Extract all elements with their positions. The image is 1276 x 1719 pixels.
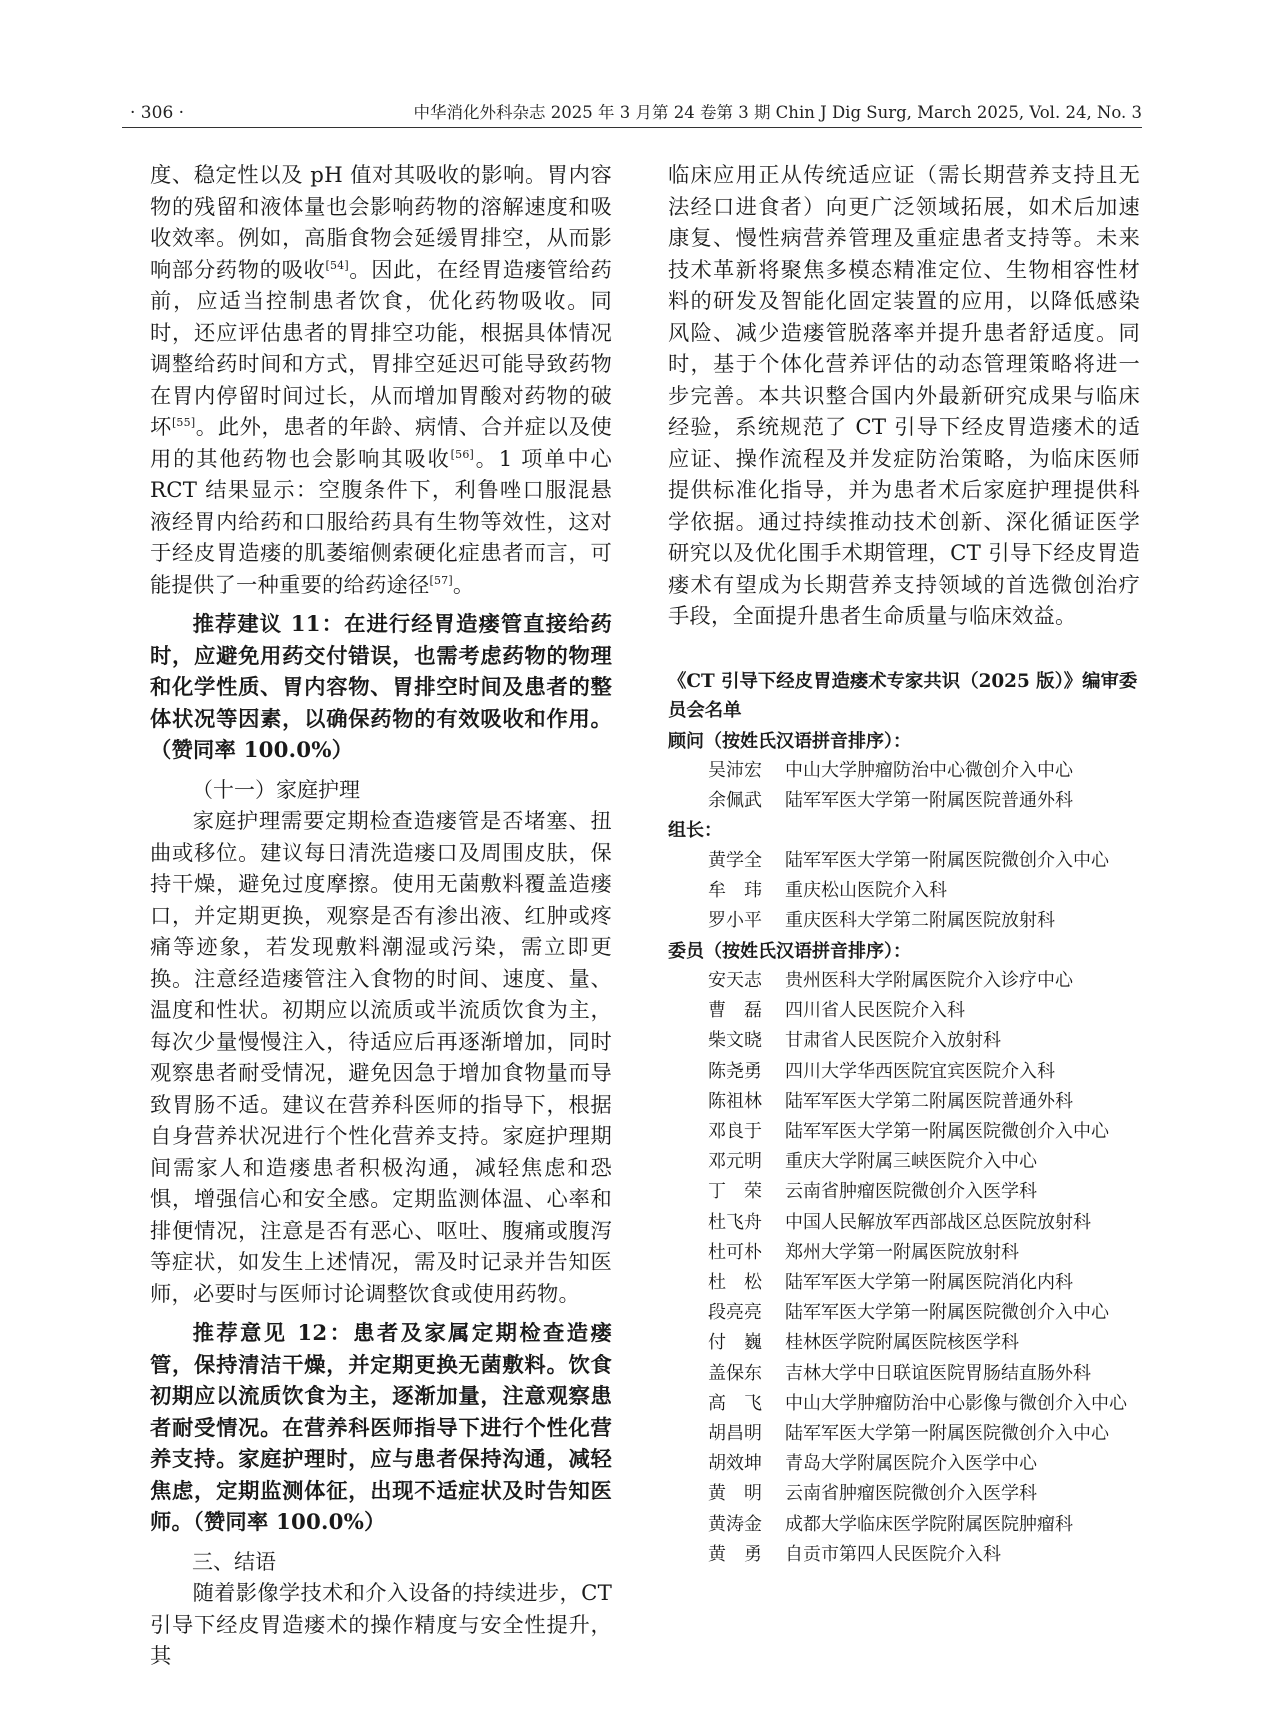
member-name: 丁 荣: [708, 1181, 762, 1203]
member-row: [668, 1238, 1140, 1268]
member-name: 柴文晓: [708, 1030, 762, 1052]
section-heading-conclusion: 三、结语: [192, 1549, 276, 1574]
member-affiliation: 陆军军医大学第一附属医院微创介入中心: [785, 849, 1109, 871]
member-name: 罗小平: [708, 910, 762, 932]
members-label: 委员（按姓氏汉语拼音排序）：: [668, 940, 911, 962]
member-name: 邓元明: [708, 1151, 762, 1173]
leaders-list: [668, 846, 1140, 937]
citation-ref: [55]: [171, 415, 196, 429]
member-name: 胡效坤: [708, 1453, 762, 1475]
member-affiliation: 中国人民解放军西部战区总医院放射科: [785, 1211, 1091, 1233]
left-column: [150, 160, 612, 1673]
member-name: 吴沛宏: [708, 760, 762, 781]
member-affiliation: 陆军军医大学第一附属医院普通外科: [785, 790, 1073, 812]
section-heading-home-care: （十一）家庭护理: [192, 777, 360, 802]
member-name: 杜飞舟: [708, 1211, 762, 1233]
member-affiliation: 重庆松山医院介入科: [785, 880, 947, 902]
running-header: [122, 101, 1142, 128]
member-row: [668, 996, 1140, 1026]
member-affiliation: 甘肃省人民医院介入放射科: [785, 1030, 1001, 1052]
paragraph-text: 度、稳定性以及 pH 值对其吸收的影响。胃内容物的残留和液体量也会影响药物的溶解速度和吸收效率。例如，高脂食物会延缓胃排空，从而影响部分药物的吸收: [150, 163, 612, 283]
member-affiliation: 四川省人民医院介入科: [785, 1000, 965, 1022]
member-name: 高 飞: [708, 1392, 762, 1414]
member-row: [668, 1479, 1140, 1509]
member-row: [668, 1177, 1140, 1207]
member-name: 余佩武: [708, 790, 762, 812]
member-row: [668, 756, 1140, 786]
member-row: [668, 1057, 1140, 1087]
member-affiliation: 青岛大学附属医院介入医学中心: [785, 1453, 1037, 1475]
paragraph-text: 。1 项单中心 RCT 结果显示：空腹条件下，利鲁唑口服混悬液经胃内给药和口服给药具有生物等效性，这对于经皮胃造瘘的肌萎缩侧索硬化症患者而言，可能提供了一种重要的给药途径: [150, 446, 612, 598]
advisors-label: 顾问（按姓氏汉语拼音排序）：: [668, 730, 911, 752]
home-care-paragraph: 家庭护理需要定期检查造瘘管是否堵塞、扭曲或移位。建议每日清洗造瘘口及周围皮肤，保持干燥，避免过度摩擦。使用无菌敷料覆盖造瘘口，并定期更换，观察是否有渗出液、红肿或疼痛等迹象，若发现敷料潮湿或污染，需立即更换。注意经造瘘管注入食物的时间、速度、量、温度和性状。初期应以流质或半流质饮食为主，每次少量慢慢注入，待适应后再逐渐增加，同时观察患者耐受情况，避免因急于增加食物量而导致胃肠不适。建议在营养科医师的指导下，根据自身营养状况进行个性化营养支持。家庭护理期间需家人和造瘘患者积极沟通，减轻焦虑和恐惧，增强信心和安全感。定期监测体温、心率和排便情况，注意是否有恶心、呕吐、腹痛或腹泻等症状，如发生上述情况，需及时记录并告知医师，必要时与医师讨论调整饮食或使用药物。: [150, 809, 612, 1307]
member-row: [668, 1389, 1140, 1419]
paragraph-text: 。此外，患者的年龄、病情、合并症以及使用的其他药物也会影响其吸收: [150, 415, 612, 472]
member-affiliation: 重庆医科大学第二附属医院放射科: [785, 910, 1055, 932]
member-affiliation: 贵州医科大学附属医院介入诊疗中心: [785, 970, 1073, 992]
member-row: [668, 906, 1140, 936]
member-row: [668, 846, 1140, 876]
member-affiliation: 中山大学肿瘤防治中心微创介入中心: [785, 760, 1073, 781]
member-name: 付 巍: [708, 1332, 762, 1354]
member-row: [668, 1510, 1140, 1540]
journal-citation: 中华消化外科杂志 2025 年 3 月第 24 卷第 3 期 Chin J Dig Surg, March 2025, Vol. 24, No. 3: [413, 103, 1142, 122]
member-affiliation: 吉林大学中日联谊医院胃肠结直肠外科: [785, 1362, 1091, 1384]
member-name: 陈尧勇: [708, 1060, 762, 1082]
member-row: [668, 1298, 1140, 1328]
member-affiliation: 重庆大学附属三峡医院介入中心: [785, 1151, 1037, 1173]
member-affiliation: 中山大学肿瘤防治中心影像与微创介入中心: [785, 1392, 1127, 1414]
member-name: 杜可朴: [708, 1241, 762, 1263]
member-row: [668, 1328, 1140, 1358]
member-name: 邓良于: [708, 1121, 762, 1143]
member-name: 黄涛金: [708, 1513, 762, 1535]
member-row: [668, 1540, 1140, 1570]
member-row: [668, 1087, 1140, 1117]
conclusion-paragraph-continued: 临床应用正从传统适应证（需长期营养支持且无法经口进食者）向更广泛领域拓展，如术后加速康复、慢性病营养管理及重症患者支持等。未来技术革新将聚焦多模态精准定位、生物相容性材料的研发及智能化固定装置的应用，以降低感染风险、减少造瘘管脱落率并提升患者舒适度。同时，基于个体化营养评估的动态管理策略将进一步完善。本共识整合国内外最新研究成果与临床经验，系统规范了 CT 引导下经皮胃造瘘术的适应证、操作流程及并发症防治策略，为临床医师提供标准化指导，并为患者术后家庭护理提供科学依据。通过持续推动技术创新、深化循证医学研究以及优化围手术期管理，CT 引导下经皮胃造瘘术有望成为长期营养支持领域的首选微创治疗手段，全面提升患者生命质量与临床效益。: [668, 163, 1140, 629]
citation-ref: [54]: [325, 258, 349, 272]
member-row: [668, 1208, 1140, 1238]
member-affiliation: 陆军军医大学第一附属医院微创介入中心: [785, 1121, 1109, 1143]
member-row: [668, 1419, 1140, 1449]
member-affiliation: 陆军军医大学第一附属医院微创介入中心: [785, 1423, 1109, 1445]
member-affiliation: 桂林医学院附属医院核医学科: [785, 1332, 1019, 1354]
member-row: [668, 876, 1140, 906]
citation-ref: [56]: [450, 447, 475, 461]
member-name: 黄学全: [708, 849, 762, 871]
leaders-label: 组长：: [668, 820, 722, 842]
member-affiliation: 陆军军医大学第二附属医院普通外科: [785, 1090, 1073, 1112]
member-row: [668, 1147, 1140, 1177]
member-name: 黄 明: [708, 1483, 762, 1505]
member-affiliation: 成都大学临床医学院附属医院肿瘤科: [785, 1513, 1073, 1535]
member-name: 陈祖林: [708, 1090, 762, 1112]
member-name: 胡昌明: [708, 1423, 762, 1445]
member-affiliation: 自贡市第四人民医院介入科: [785, 1543, 1001, 1565]
drug-absorption-paragraph: [150, 160, 612, 601]
paragraph-text: 。因此，在经胃造瘘管给药前，应适当控制患者饮食，优化药物吸收。同时，还应评估患者的胃排空功能，根据具体情况调整给药时间和方式，胃排空延迟可能导致药物在胃内停留时间过长，从而增加胃酸对药物的破坏: [150, 257, 613, 440]
member-affiliation: 陆军军医大学第一附属医院消化内科: [785, 1272, 1073, 1294]
member-affiliation: 四川大学华西医院宜宾医院介入科: [785, 1060, 1055, 1082]
member-name: 段亮亮: [708, 1302, 762, 1324]
member-row: [668, 1268, 1140, 1298]
right-column: [668, 160, 1140, 1570]
member-row: [668, 786, 1140, 816]
member-affiliation: 郑州大学第一附属医院放射科: [785, 1241, 1019, 1263]
page-number: · 306 ·: [130, 103, 185, 123]
member-row: [668, 1449, 1140, 1479]
member-name: 曹 磊: [708, 1000, 762, 1022]
member-affiliation: 陆军军医大学第一附属医院微创介入中心: [785, 1302, 1109, 1324]
member-name: 盖保东: [708, 1362, 762, 1384]
member-row: [668, 966, 1140, 996]
member-row: [668, 1117, 1140, 1147]
members-list: [668, 966, 1140, 1570]
member-name: 安天志: [708, 970, 762, 992]
citation-ref: [57]: [429, 573, 453, 587]
advisors-list: [668, 756, 1140, 816]
recommendation-11: 推荐建议 11：在进行经胃造瘘管直接给药时，应避免用药交付错误，也需考虑药物的物理和化学性质、胃内容物、胃排空时间及患者的整体状况等因素，以确保药物的有效吸收和作用。（赞同率 100.0%）: [150, 612, 612, 763]
member-name: 牟 玮: [708, 880, 762, 902]
member-row: [668, 1359, 1140, 1389]
member-affiliation: 云南省肿瘤医院微创介入医学科: [785, 1483, 1037, 1505]
committee-title: 《CT 引导下经皮胃造瘘术专家共识（2025 版）》编审委员会名单: [668, 670, 1138, 721]
member-name: 杜 松: [708, 1272, 762, 1294]
member-name: 黄 勇: [708, 1543, 762, 1565]
paragraph-text: 。: [452, 572, 475, 598]
conclusion-paragraph-start: 随着影像学技术和介入设备的持续进步，CT 引导下经皮胃造瘘术的操作精度与安全性提升，其: [150, 1581, 612, 1669]
recommendation-12: 推荐意见 12：患者及家属定期检查造瘘管，保持清洁干燥，并定期更换无菌敷料。饮食初期应以流质饮食为主，逐渐加量，注意观察患者耐受情况。在营养科医师指导下进行个性化营养支持。家庭护理时，应与患者保持沟通，减轻焦虑，定期监测体征，出现不适症状及时告知医师。（赞同率 100.0%）: [150, 1321, 612, 1535]
member-row: [668, 1026, 1140, 1056]
member-affiliation: 云南省肿瘤医院微创介入医学科: [785, 1181, 1037, 1203]
